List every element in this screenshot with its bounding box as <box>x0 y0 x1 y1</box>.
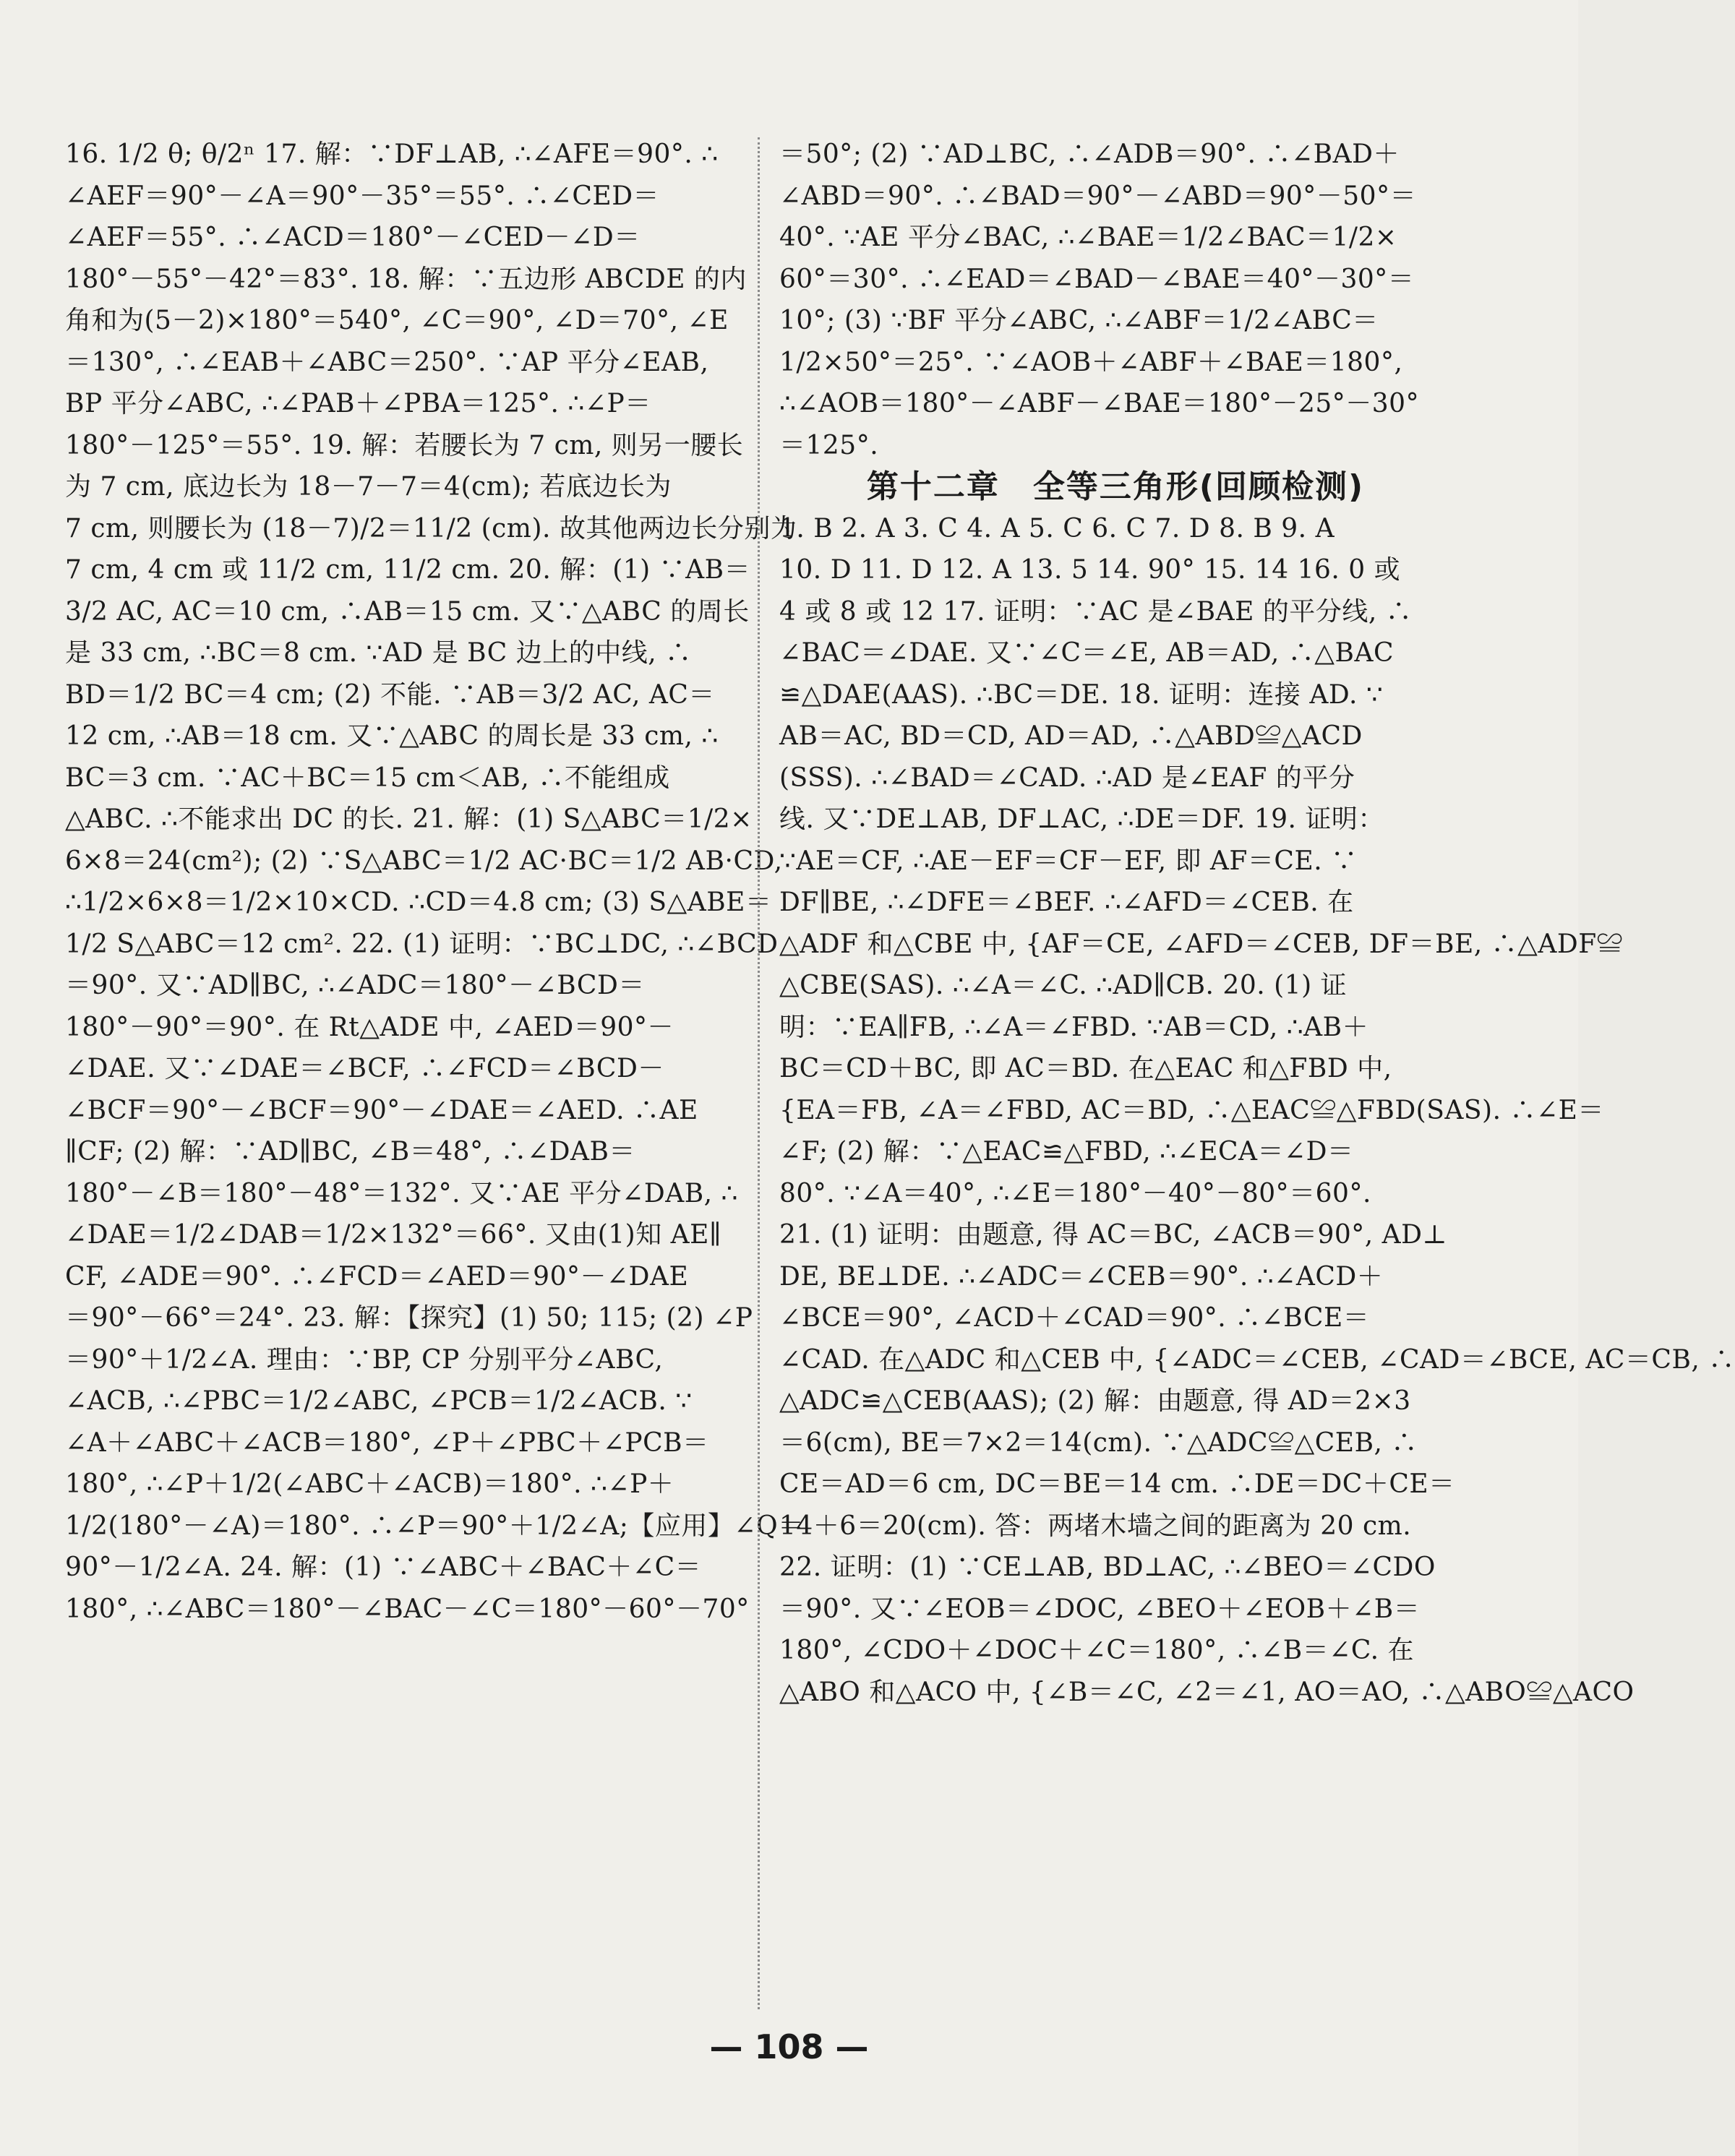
text-line: ＝90°＋1/2∠A. 理由：∵BP, CP 分别平分∠ABC, <box>65 1344 664 1375</box>
text-line: ∴∠AOB＝180°－∠ABF－∠BAE＝180°－25°－30° <box>779 389 1420 418</box>
text-line: 4 或 8 或 12 17. 证明：∵AC 是∠BAE 的平分线, ∴ <box>779 596 1413 627</box>
text-line: CE＝AD＝6 cm, DC＝BE＝14 cm. ∴DE＝DC＋CE＝ <box>779 1469 1455 1499</box>
text-line: 60°＝30°. ∴∠EAD＝∠BAD－∠BAE＝40°－30°＝ <box>779 264 1415 294</box>
text-line: ∠BCF＝90°－∠BCF＝90°－∠DAE＝∠AED. ∴AE <box>65 1095 698 1125</box>
text-line: △CBE(SAS). ∴∠A＝∠C. ∴AD∥CB. 20. (1) 证 <box>779 971 1348 1000</box>
text-line: 12 cm, ∴AB＝18 cm. 又∵△ABC 的周长是 33 cm, ∴ <box>65 721 719 751</box>
text-line: {EA＝FB, ∠A＝∠FBD, AC＝BD, ∴△EAC≌△FBD(SAS). ∴∠E＝ <box>779 1095 1604 1125</box>
text-line: ∴1/2×6×8＝1/2×10×CD. ∴CD＝4.8 cm; (3) S△ABE＝ <box>65 888 772 917</box>
text-line: 1/2(180°－∠A)＝180°. ∴∠P＝90°＋1/2∠A;【应用】∠Q＝ <box>65 1511 805 1541</box>
text-line: 明：∵EA∥FB, ∴∠A＝∠FBD. ∵AB＝CD, ∴AB＋ <box>779 1012 1369 1042</box>
text-line: 角和为(5－2)×180°＝540°, ∠C＝90°, ∠D＝70°, ∠E <box>65 306 729 335</box>
text-line: 16. 1/2 θ; θ/2ⁿ 17. 解：∵DF⊥AB, ∴∠AFE＝90°. ∴ <box>65 139 719 169</box>
text-line: 180°－∠B＝180°－48°＝132°. 又∵AE 平分∠DAB, ∴ <box>65 1178 738 1208</box>
text-line: ∠CAD. 在△ADC 和△CEB 中, {∠ADC＝∠CEB, ∠CAD＝∠BCE, AC＝CB, ∴ <box>779 1344 1735 1375</box>
text-line: ＝90°. 又∵AD∥BC, ∴∠ADC＝180°－∠BCD＝ <box>65 971 645 1000</box>
text-line: △ADF 和△CBE 中, {AF＝CE, ∠AFD＝∠CEB, DF＝BE, ∴△ADF≌ <box>779 929 1624 959</box>
text-line: ＝125°. <box>779 430 879 460</box>
column-divider <box>758 137 760 2009</box>
text-line: ＝90°. 又∵∠EOB＝∠DOC, ∠BEO＋∠EOB＋∠B＝ <box>779 1594 1421 1624</box>
right-column-bottom <box>779 508 1735 1714</box>
chapter-title: 第十二章 全等三角形(回顾检测) <box>866 468 1365 505</box>
text-line: ＝90°－66°＝24°. 23. 解：【探究】(1) 50; 115; (2) ∠P <box>65 1303 753 1333</box>
text-line: ∥CF; (2) 解：∵AD∥BC, ∠B＝48°, ∴∠DAB＝ <box>65 1137 635 1167</box>
text-line: ∠AEF＝55°. ∴∠ACD＝180°－∠CED－∠D＝ <box>65 223 641 252</box>
text-line: 180°, ∴∠P＋1/2(∠ABC＋∠ACB)＝180°. ∴∠P＋ <box>65 1469 674 1499</box>
text-line: ∵AE＝CF, ∴AE－EF＝CF－EF, 即 AF＝CE. ∵ <box>779 846 1358 876</box>
text-line: ∠ABD＝90°. ∴∠BAD＝90°－∠ABD＝90°－50°＝ <box>779 181 1417 211</box>
text-line: 180°－90°＝90°. 在 Rt△ADE 中, ∠AED＝90°－ <box>65 1012 674 1042</box>
text-line: ∠AEF＝90°－∠A＝90°－35°＝55°. ∴∠CED＝ <box>65 181 660 211</box>
text-line: ＝130°, ∴∠EAB＋∠ABC＝250°. ∵AP 平分∠EAB, <box>65 347 709 377</box>
text-line: 90°－1/2∠A. 24. 解：(1) ∵∠ABC＋∠BAC＋∠C＝ <box>65 1552 702 1582</box>
text-line: 1/2 S△ABC＝12 cm². 22. (1) 证明：∵BC⊥DC, ∴∠BCD <box>65 929 779 959</box>
text-line: ∠BCE＝90°, ∠ACD＋∠CAD＝90°. ∴∠BCE＝ <box>779 1303 1370 1333</box>
text-line: 1. B 2. A 3. C 4. A 5. C 6. C 7. D 8. B 9. A <box>779 513 1335 544</box>
right-column <box>779 134 1735 1713</box>
text-line: 21. (1) 证明：由题意, 得 AC＝BC, ∠ACB＝90°, AD⊥ <box>779 1220 1447 1250</box>
text-line: 10. D 11. D 12. A 13. 5 14. 90° 15. 14 16. 0 或 <box>779 555 1401 585</box>
text-line: △ABO 和△ACO 中, {∠B＝∠C, ∠2＝∠1, AO＝AO, ∴△ABO≌△ACO <box>779 1677 1635 1707</box>
text-line: 是 33 cm, ∴BC＝8 cm. ∵AD 是 BC 边上的中线, ∴ <box>65 638 692 668</box>
text-line: BD＝1/2 BC＝4 cm; (2) 不能. ∵AB＝3/2 AC, AC＝ <box>65 679 715 710</box>
page-number: — 108 — <box>709 2027 869 2066</box>
text-line: ≌△DAE(AAS). ∴BC＝DE. 18. 证明：连接 AD. ∵ <box>779 679 1384 710</box>
text-line: ∠DAE＝1/2∠DAB＝1/2×132°＝66°. 又由(1)知 AE∥ <box>65 1220 722 1250</box>
text-line: BC＝CD＋BC, 即 AC＝BD. 在△EAC 和△FBD 中, <box>779 1054 1392 1083</box>
text-line: 180°, ∠CDO＋∠DOC＋∠C＝180°, ∴∠B＝∠C. 在 <box>779 1636 1415 1665</box>
text-line: 14＋6＝20(cm). 答：两堵木墙之间的距离为 20 cm. <box>779 1511 1412 1541</box>
left-column <box>65 134 805 1630</box>
text-line: ＝6(cm), BE＝7×2＝14(cm). ∵△ADC≌△CEB, ∴ <box>779 1427 1418 1458</box>
text-line: 80°. ∵∠A＝40°, ∴∠E＝180°－40°－80°＝60°. <box>779 1178 1371 1208</box>
text-line: ∠BAC＝∠DAE. 又∵∠C＝∠E, AB＝AD, ∴△BAC <box>779 638 1394 668</box>
text-line: 7 cm, 则腰长为 (18－7)/2＝11/2 (cm). 故其他两边长分别为 <box>65 513 797 544</box>
text-line: AB＝AC, BD＝CD, AD＝AD, ∴△ABD≌△ACD <box>779 721 1363 751</box>
right-column-top <box>779 134 1452 466</box>
text-line: ＝50°; (2) ∵AD⊥BC, ∴∠ADB＝90°. ∴∠BAD＋ <box>779 139 1400 169</box>
text-line: CF, ∠ADE＝90°. ∴∠FCD＝∠AED＝90°－∠DAE <box>65 1261 689 1292</box>
text-line: BP 平分∠ABC, ∴∠PAB＋∠PBA＝125°. ∴∠P＝ <box>65 389 651 418</box>
text-line: ∠DAE. 又∵∠DAE＝∠BCF, ∴∠FCD＝∠BCD－ <box>65 1054 664 1083</box>
text-line: ∠F; (2) 解：∵△EAC≌△FBD, ∴∠ECA＝∠D＝ <box>779 1137 1354 1167</box>
text-line: ∠ACB, ∴∠PBC＝1/2∠ABC, ∠PCB＝1/2∠ACB. ∵ <box>65 1386 693 1416</box>
text-line: △ADC≌△CEB(AAS); (2) 解：由题意, 得 AD＝2×3 <box>779 1386 1411 1416</box>
text-line: DE, BE⊥DE. ∴∠ADC＝∠CEB＝90°. ∴∠ACD＋ <box>779 1261 1384 1292</box>
text-line: DF∥BE, ∴∠DFE＝∠BEF. ∴∠AFD＝∠CEB. 在 <box>779 888 1354 917</box>
text-line: 1/2×50°＝25°. ∵∠AOB＋∠ABF＋∠BAE＝180°, <box>779 347 1403 377</box>
text-line: △ABC. ∴不能求出 DC 的长. 21. 解：(1) S△ABC＝1/2× <box>65 804 753 834</box>
text-line: 180°－55°－42°＝83°. 18. 解：∵五边形 ABCDE 的内 <box>65 264 747 294</box>
text-line: ∠A＋∠ABC＋∠ACB＝180°, ∠P＋∠PBC＋∠PCB＝ <box>65 1427 709 1458</box>
text-line: 22. 证明：(1) ∵CE⊥AB, BD⊥AC, ∴∠BEO＝∠CDO <box>779 1552 1436 1582</box>
text-line: (SSS). ∴∠BAD＝∠CAD. ∴AD 是∠EAF 的平分 <box>779 763 1355 793</box>
text-line: 6×8＝24(cm²); (2) ∵S△ABC＝1/2 AC·BC＝1/2 AB·CD, <box>65 846 783 876</box>
text-line: 3/2 AC, AC＝10 cm, ∴AB＝15 cm. 又∵△ABC 的周长 <box>65 596 750 627</box>
text-line: BC＝3 cm. ∵AC＋BC＝15 cm＜AB, ∴不能组成 <box>65 763 670 793</box>
text-line: 7 cm, 4 cm 或 11/2 cm, 11/2 cm. 20. 解：(1) ∵AB＝ <box>65 555 751 585</box>
text-line: 10°; (3) ∵BF 平分∠ABC, ∴∠ABF＝1/2∠ABC＝ <box>779 306 1379 335</box>
text-line: 线. 又∵DE⊥AB, DF⊥AC, ∴DE＝DF. 19. 证明： <box>779 804 1384 834</box>
text-line: 为 7 cm, 底边长为 18－7－7＝4(cm); 若底边长为 <box>65 472 672 502</box>
text-line: 40°. ∵AE 平分∠BAC, ∴∠BAE＝1/2∠BAC＝1/2× <box>779 223 1397 252</box>
text-line: 180°, ∴∠ABC＝180°－∠BAC－∠C＝180°－60°－70° <box>65 1594 750 1624</box>
text-line: 180°－125°＝55°. 19. 解：若腰长为 7 cm, 则另一腰长 <box>65 430 744 460</box>
